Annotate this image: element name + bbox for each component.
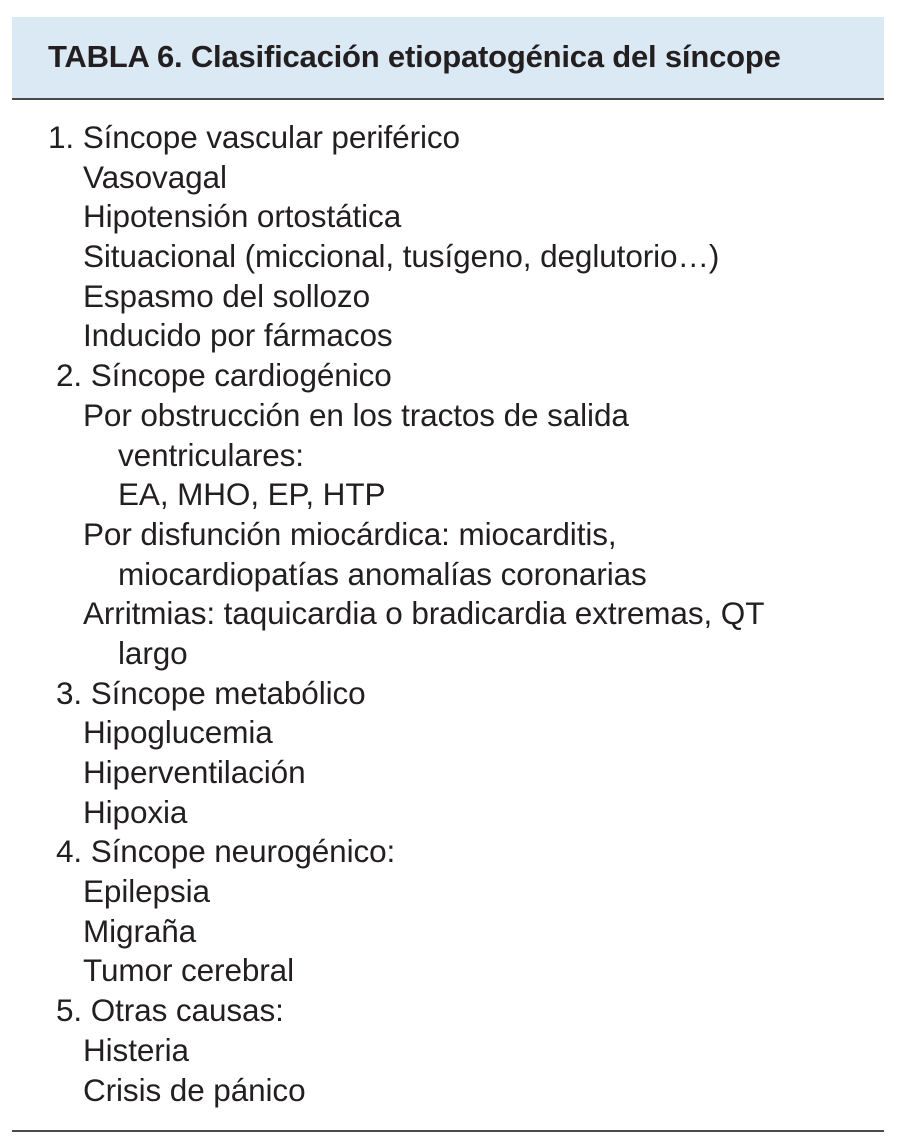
list-item: Histeria — [83, 1031, 189, 1068]
category-heading: 4. Síncope neurogénico: — [56, 833, 396, 870]
list-item: largo — [118, 634, 188, 671]
category-heading: 2. Síncope cardiogénico — [56, 357, 392, 394]
list-item: Inducido por fármacos — [83, 317, 393, 354]
list-item: ventriculares: — [118, 436, 304, 473]
list-item: Epilepsia — [83, 873, 210, 910]
list-item: Situacional (miccional, tusígeno, deglutorio…) — [83, 238, 720, 275]
list-item: Arritmias: taquicardia o bradicardia extremas, QT — [83, 595, 765, 632]
table-title: TABLA 6. Clasificación etiopatogénica del síncope — [48, 38, 781, 74]
list-item: Hiperventilación — [83, 754, 306, 790]
table-header — [12, 17, 884, 100]
list-item: Migraña — [83, 912, 197, 949]
list-item: Espasmo del sollozo — [83, 277, 370, 314]
list-item: Vasovagal — [83, 158, 227, 195]
list-item: Por disfunción miocárdica: miocarditis, — [83, 515, 617, 552]
list-item: miocardiopatías anomalías coronarias — [118, 555, 647, 592]
classification-table — [12, 17, 884, 1132]
category-heading: 3. Síncope metabólico — [56, 674, 366, 711]
category-heading: 1. Síncope vascular periférico — [48, 119, 460, 155]
list-item: Hipoglucemia — [83, 714, 273, 751]
category-heading: 5. Otras causas: — [56, 992, 284, 1029]
list-item: EA, MHO, EP, HTP — [118, 476, 386, 513]
list-item: Hipoxia — [83, 793, 188, 830]
list-item: Hipotensión ortostática — [83, 198, 402, 235]
list-item: Por obstrucción en los tractos de salida — [83, 396, 629, 433]
list-item: Tumor cerebral — [83, 952, 294, 989]
list-item: Crisis de pánico — [83, 1071, 306, 1108]
table-body — [12, 100, 884, 1132]
